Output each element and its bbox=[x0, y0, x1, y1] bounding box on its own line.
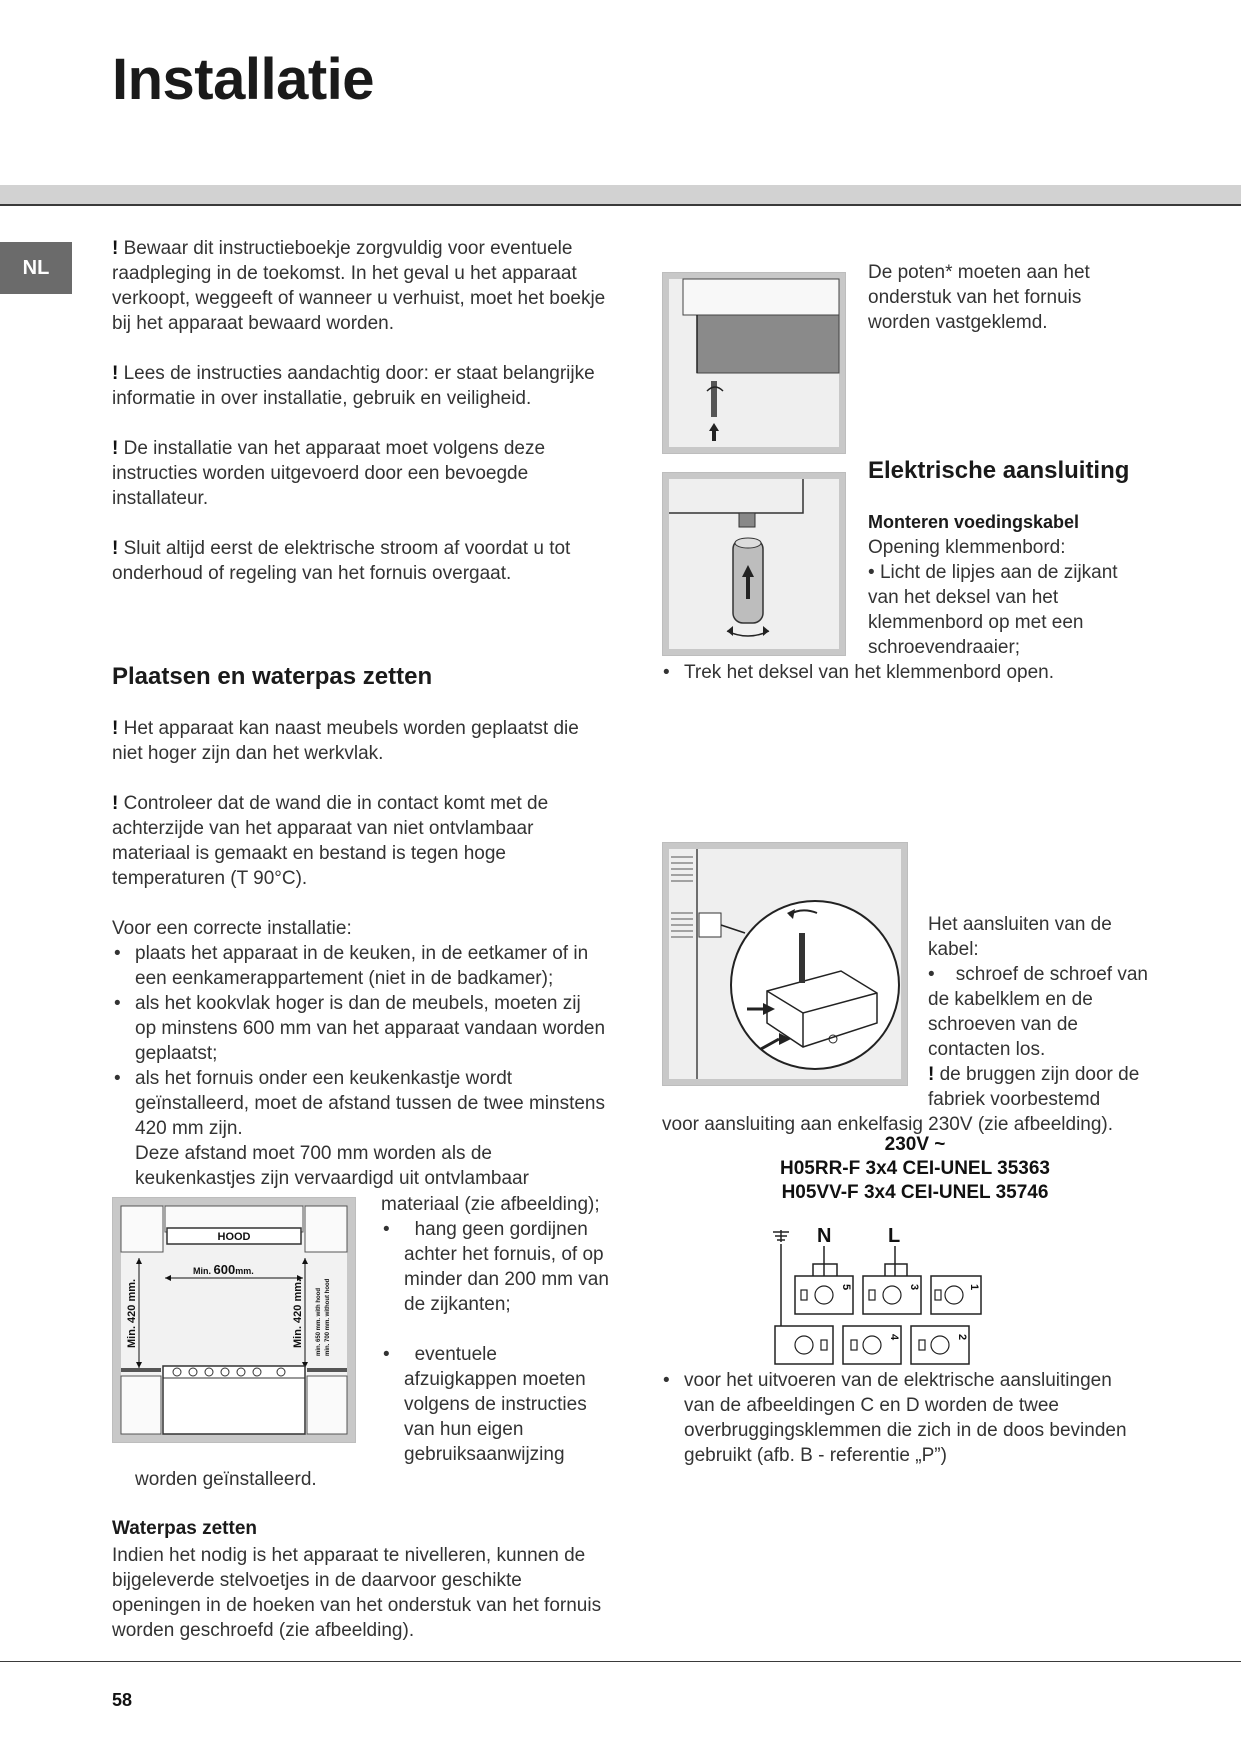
intro-note-2: ! Lees de instructies aandachtig door: er staat belangrijke informatie in over installatie, gebruik en veiligheid. bbox=[112, 363, 595, 409]
width-unit: mm. bbox=[235, 1266, 254, 1276]
connect-bullet: • schroef de schroef van de kabelklem en de schroeven van de contacten los. bbox=[928, 964, 1148, 1060]
intro-notes bbox=[112, 236, 612, 586]
list-item: • plaats het apparaat in de keuken, in de eetkamer of in een eenkamerappartement (niet in de badkamer); bbox=[112, 941, 607, 991]
live-label: L bbox=[888, 1225, 901, 1247]
heading-leveling: Waterpas zetten bbox=[112, 1518, 257, 1539]
placing-note-1: ! Het apparaat kan naast meubels worden geplaatst die niet hoger zijn dan het werkvlak. bbox=[112, 718, 579, 764]
list-item: • eventuele afzuigkappen moeten volgens de instructies van hun eigen gebruiksaanwijzing bbox=[381, 1342, 611, 1467]
heading-cable: Monteren voedingskabel bbox=[868, 512, 1080, 532]
voltage-label: 230V ~ bbox=[884, 1134, 946, 1155]
exclamation-icon: ! bbox=[112, 363, 119, 384]
bridges-note: ! de bruggen zijn door de fabriek voorbestemd bbox=[928, 1064, 1140, 1110]
page-title: Installatie bbox=[112, 47, 375, 112]
header-rule bbox=[0, 204, 1241, 206]
see-figure-ref: (zie afbeelding) bbox=[464, 1194, 595, 1215]
curtains-hoods-notes bbox=[381, 1192, 611, 1467]
exclamation-icon: ! bbox=[112, 718, 119, 739]
intro-note-4: ! Sluit altijd eerst de elektrische stroom af voordat u tot onderhoud of regeling van het fornuis overgaat. bbox=[112, 538, 571, 584]
exclamation-icon: ! bbox=[112, 438, 119, 459]
right-height-label: Min. 420 mm. bbox=[292, 1278, 304, 1348]
heading-placing: Plaatsen en waterpas zetten bbox=[112, 663, 433, 690]
terminal-box-diagram bbox=[663, 843, 907, 1085]
terminal-wiring-figure bbox=[765, 1218, 995, 1368]
see-figure-ref: (zie afbeelding) bbox=[977, 1114, 1108, 1135]
terminal-box-figure bbox=[662, 842, 908, 1086]
terminal-wiring-diagram bbox=[765, 1218, 995, 1368]
page-number: 58 bbox=[112, 1690, 133, 1710]
leg-diagram-bottom bbox=[663, 473, 845, 655]
width-value: 600 bbox=[213, 1262, 236, 1277]
with-hood-label: min. 650 mm. with hood bbox=[316, 1287, 322, 1356]
terminal-number: 3 bbox=[908, 1284, 920, 1291]
hoods-tail: worden geïnstalleerd. bbox=[135, 1469, 317, 1490]
placing-notes bbox=[112, 716, 612, 1191]
list-item: • hang geen gordijnen achter het fornuis, of op minder dan 200 mm van de zijkanten; bbox=[381, 1217, 611, 1317]
width-min-label: Min. bbox=[193, 1266, 211, 1276]
exclamation-icon: ! bbox=[928, 1064, 935, 1085]
placing-note-2: ! Controleer dat de wand die in contact komt met de achterzijde van het apparaat van niet ontvlambaar materiaal is gemaakt en bestand is tegen hoge temperaturen (T 90°C). bbox=[112, 793, 549, 889]
exclamation-icon: ! bbox=[112, 538, 119, 559]
heading-electric: Elektrische aansluiting bbox=[868, 457, 1130, 484]
opening-label: Opening klemmenbord: bbox=[868, 537, 1066, 558]
cable-type-1: H05RR-F 3x4 CEI-UNEL 35363 bbox=[780, 1158, 1050, 1179]
cable-spec bbox=[760, 1133, 1070, 1205]
opening-bullet: • Licht de lipjes aan de zijkant van het deksel van het klemmenbord op met een schroevendraaier; bbox=[868, 562, 1118, 658]
intro-note-1: ! Bewaar dit instructieboekje zorgvuldig voor eventuele raadpleging in de toekomst. In het geval u het apparaat verkoopt, weggeeft of wanneer u verhuist, moet het boekje bij het apparaat bewaard worden. bbox=[112, 238, 606, 334]
correct-install-intro: Voor een correcte installatie: bbox=[112, 918, 352, 939]
cable-type-2: H05VV-F 3x4 CEI-UNEL 35746 bbox=[781, 1182, 1049, 1203]
leg-figure-bottom bbox=[662, 472, 846, 656]
connect-cable-notes bbox=[928, 912, 1148, 1112]
left-height-label: Min. 420 mm. bbox=[126, 1278, 138, 1348]
leveling-text: Indien het nodig is het apparaat te nivelleren, kunnen de bijgeleverde stelvoetjes in de daarvoor geschikte openingen in de hoeken van het onderstuk van het fornuis worden geschroefd (zie afbeelding). bbox=[112, 1545, 602, 1641]
without-hood-label: min. 700 mm. without hood bbox=[325, 1278, 331, 1356]
terminal-number: 2 bbox=[956, 1334, 968, 1341]
open-cover-bullet bbox=[661, 660, 1131, 685]
neutral-label: N bbox=[817, 1225, 832, 1247]
materiaal-line: materiaal (zie afbeelding); bbox=[381, 1194, 600, 1215]
exclamation-icon: ! bbox=[112, 793, 119, 814]
exclamation-icon: ! bbox=[112, 238, 119, 259]
see-figure-ref: (zie afbeelding) bbox=[278, 1620, 409, 1641]
list-item: • als het fornuis onder een keukenkastje wordt geïnstalleerd, moet de afstand tussen de twee minstens 420 mm zijn. Deze afstand moet 700 mm worden als de keukenkastjes zijn vervaardigd uit ontvlambaar bbox=[112, 1066, 607, 1191]
hood-label: HOOD bbox=[217, 1231, 251, 1243]
list-item: • Trek het deksel van het klemmenbord open. bbox=[661, 660, 1131, 685]
side-bullets bbox=[381, 1217, 611, 1467]
language-tab: NL bbox=[0, 242, 72, 294]
connect-intro: Het aansluiten van de kabel: bbox=[928, 914, 1112, 960]
final-connection-note bbox=[661, 1368, 1141, 1468]
legs-text: De poten* moeten aan het onderstuk van het fornuis worden vastgeklemd. bbox=[868, 262, 1090, 333]
intro-note-3: ! De installatie van het apparaat moet volgens deze instructies worden uitgevoerd door een bevoegde installateur. bbox=[112, 438, 546, 509]
kitchen-clearance-figure bbox=[112, 1197, 356, 1443]
leg-diagram-top bbox=[663, 273, 845, 453]
list-item: • voor het uitvoeren van de elektrische aansluitingen van de afbeeldingen C en D worden de twee overbruggingsklemmen die zich in de doos bevinden gebruikt (afb. B - referentie „P”) bbox=[661, 1368, 1141, 1468]
kitchen-clearance-diagram bbox=[113, 1198, 355, 1442]
leg-figure-top bbox=[662, 272, 846, 454]
cable-instructions bbox=[868, 510, 1148, 660]
terminal-number: 5 bbox=[840, 1284, 852, 1291]
install-bullets bbox=[112, 941, 607, 1191]
bridges-tail: voor aansluiting aan enkelfasig 230V (zie afbeelding). bbox=[662, 1114, 1114, 1135]
footer-rule bbox=[0, 1661, 1241, 1662]
header-band bbox=[0, 185, 1241, 205]
terminal-number: 4 bbox=[888, 1334, 900, 1341]
terminal-number: 1 bbox=[968, 1284, 980, 1291]
list-item: • als het kookvlak hoger is dan de meubels, moeten zij op minstens 600 mm van het apparaat vandaan worden geplaatst; bbox=[112, 991, 607, 1066]
